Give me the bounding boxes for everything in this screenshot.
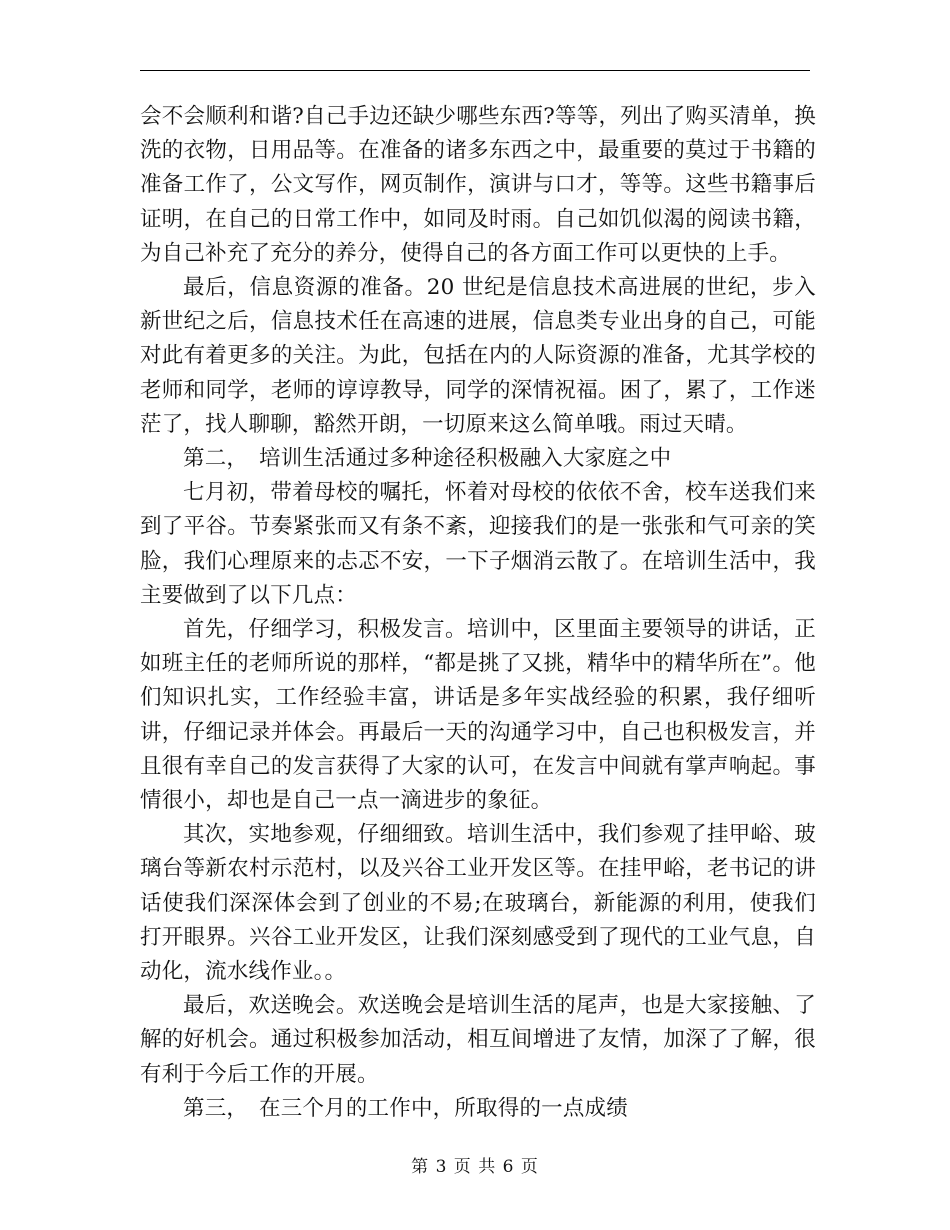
- section-heading-achievements: 第三， 在三个月的工作中，所取得的一点成绩: [183, 1095, 628, 1121]
- paragraph-continued: 会不会顺利和谐?自己手边还缺少哪些东西?等等，列出了购买清单，换洗的衣物，日用品等。在准备的诸多东西之中，最重要的莫过于书籍的准备工作了，公文写作，网页制作，演讲与口才，等等。这些书籍事后证明，在自己的日常工作中，如同及时雨。自己如饥似渴的阅读书籍，为自己补充了充分的养分，使得自己的各方面工作可以更快的上手。: [140, 104, 816, 266]
- paragraph-visit: 其次，实地参观，仔细细致。培训生活中，我们参观了挂甲峪、玻璃台等新农村示范村，以及兴谷工业开发区等。在挂甲峪，老书记的讲话使我们深深体会到了创业的不易;在玻璃台，新能源的利用，使我们打开眼界。兴谷工业开发区，让我们深刻感受到了现代的工业气息，自动化，流水线作业。。: [140, 822, 816, 985]
- section-heading-training: 第二， 培训生活通过多种途径积极融入大家庭之中: [183, 446, 672, 472]
- paragraph-farewell: 最后，欢送晚会。欢送晚会是培训生活的尾声，也是大家接触、了解的好机会。通过积极参加活动，相互间增进了友情，加深了了解，很有利于今后工作的开展。: [140, 993, 816, 1087]
- paragraph-study: 首先，仔细学习，积极发言。培训中，区里面主要领导的讲话，正如班主任的老师所说的那样，“都是挑了又挑，精华中的精华所在”。他们知识扎实，工作经验丰富，讲话是多年实战经验的积累，我仔细听讲，仔细记录并体会。再最后一天的沟通学习中，自己也积极发言，并且很有幸自己的发言获得了大家的认可，在发言中间就有掌声响起。事情很小，却也是自己一点一滴进步的象征。: [140, 617, 816, 814]
- header-rule: [140, 70, 810, 71]
- paragraph-info-resources: 最后，信息资源的准备。20 世纪是信息技术高进展的世纪，步入新世纪之后，信息技术任在高速的进展，信息类专业出身的自己，可能对此有着更多的关注。为此，包括在内的人际资源的准备，尤其学校的老师和同学，老师的谆谆教导，同学的深情祝福。困了，累了，工作迷茫了，找人聊聊，豁然开朗，一切原来这么简单哦。雨过天晴。: [140, 275, 816, 437]
- page-number: 第 3 页 共 6 页: [411, 1157, 539, 1177]
- document-body: [140, 100, 816, 1126]
- paragraph-july: 七月初，带着母校的嘱托，怀着对母校的依依不舍，校车送我们来到了平谷。节奏紧张而又有条不紊，迎接我们的是一张张和气可亲的笑脸，我们心理原来的忐忑不安，一下子烟消云散了。在培训生活中，我主要做到了以下几点：: [140, 480, 816, 608]
